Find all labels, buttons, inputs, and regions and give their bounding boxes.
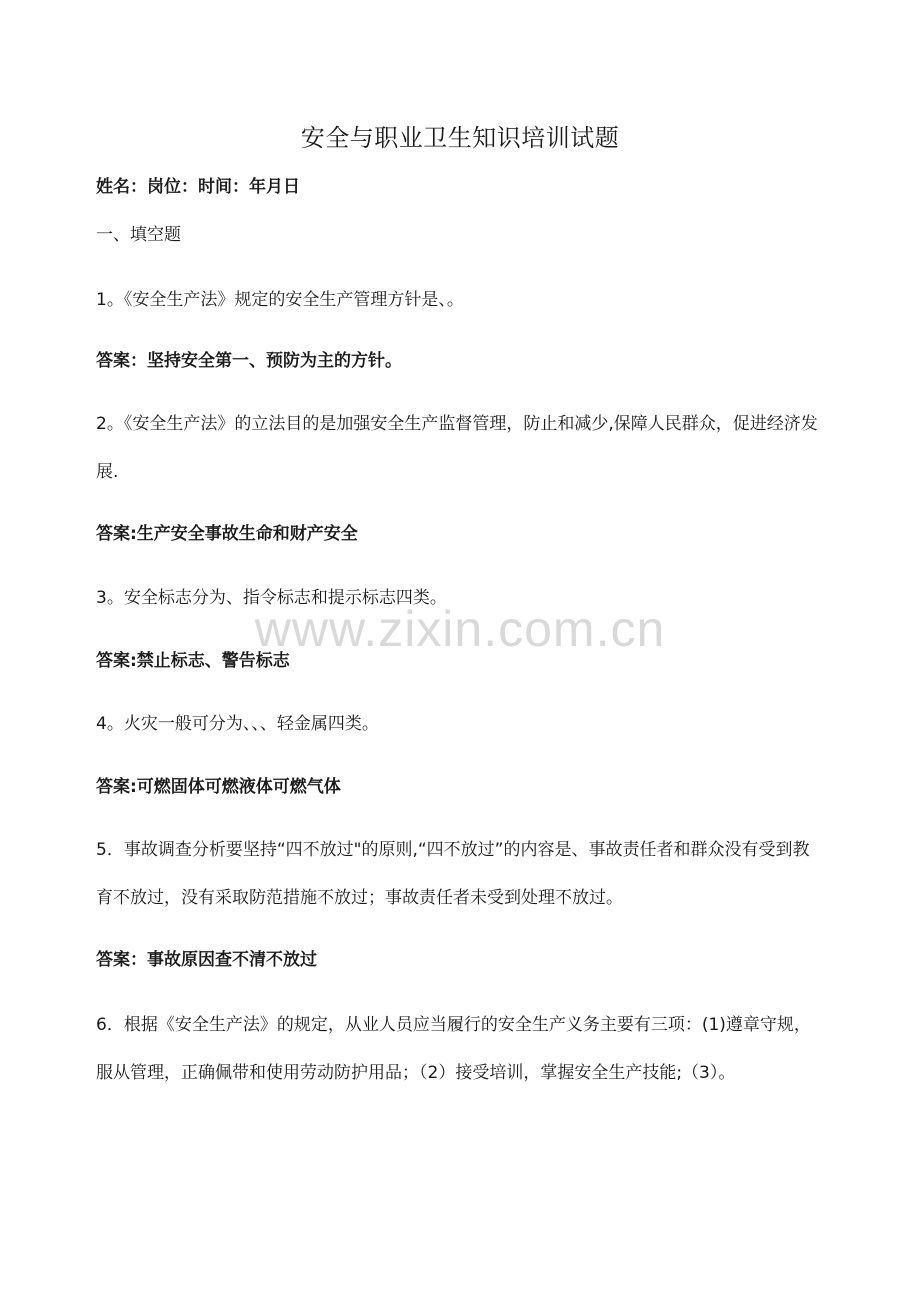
answer-1: 答案：坚持安全第一、预防为主的方针。 <box>96 351 402 371</box>
answer-2: 答案:生产安全事故生命和财产安全 <box>96 524 358 544</box>
question-2: 2。《安全生产法》的立法目的是加强安全生产监督管理，防止和减少,保障人民群众，促进经济发展. <box>96 414 818 482</box>
document-title: 安全与职业卫生知识培训试题 <box>300 124 620 152</box>
section-heading: 一、填空题 <box>96 225 181 245</box>
info-line: 姓名：岗位：时间：年月日 <box>96 177 300 197</box>
answer-3: 答案:禁止标志、警告标志 <box>96 651 290 671</box>
question-6: 6．根据《安全生产法》的规定，从业人员应当履行的安全生产义务主要有三项：(1)遵章守规，服从管理，正确佩带和使用劳动防护用品；（2）接受培训，掌握安全生产技能;（3）。 <box>96 1015 811 1083</box>
question-3: 3。安全标志分为、指令标志和提示标志四类。 <box>96 588 447 608</box>
answer-5: 答案：事故原因查不清不放过 <box>96 950 317 970</box>
answer-4: 答案:可燃固体可燃液体可燃气体 <box>96 777 341 797</box>
watermark: www.zixin.com.cn <box>254 601 666 657</box>
question-1: 1。《安全生产法》规定的安全生产管理方针是、。 <box>96 290 464 310</box>
question-4: 4。火灾一般可分为、、、轻金属四类。 <box>96 714 379 734</box>
question-5: 5．事故调查分析要坚持“四不放过"的原则,“四不放过”的内容是、事故责任者和群众没有受到教育不放过，没有采取防范措施不放过；事故责任者未受到处理不放过。 <box>96 840 810 908</box>
